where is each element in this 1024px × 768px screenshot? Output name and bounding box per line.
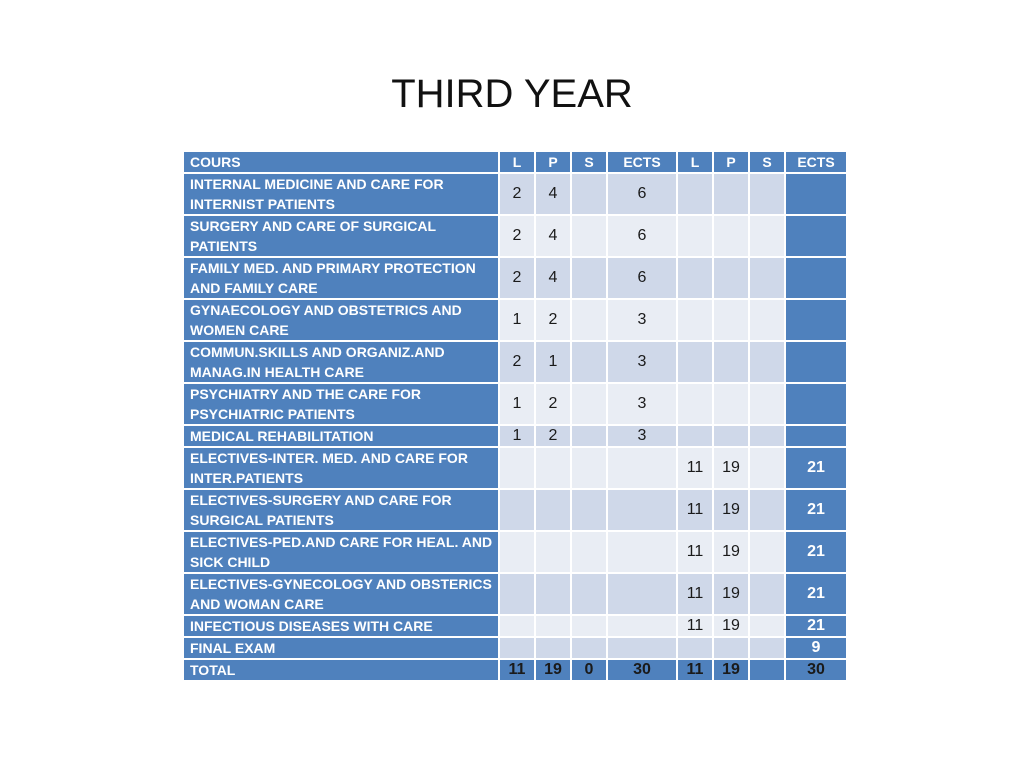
cell-s-2 <box>750 490 784 530</box>
cell-l-2 <box>678 216 712 256</box>
cell-s-2 <box>750 638 784 658</box>
cell-ects-2: 21 <box>786 616 846 636</box>
cell-ects: 6 <box>608 174 676 214</box>
cell-l-2: 11 <box>678 490 712 530</box>
cell-p-2: 19 <box>714 448 748 488</box>
cell-ects <box>608 448 676 488</box>
column-header-p-2: P <box>714 152 748 172</box>
cell-p <box>536 448 570 488</box>
cell-p <box>536 638 570 658</box>
course-name: FAMILY MED. AND PRIMARY PROTECTION AND FAMILY CARE <box>184 258 498 298</box>
cell-ects: 3 <box>608 426 676 446</box>
cell-l-2: 11 <box>678 574 712 614</box>
cell-l-2 <box>678 258 712 298</box>
total-label: TOTAL <box>184 660 498 680</box>
total-s: 0 <box>572 660 606 680</box>
table-row <box>184 490 846 530</box>
cell-l: 1 <box>500 300 534 340</box>
cell-p-2 <box>714 216 748 256</box>
total-s-2 <box>750 660 784 680</box>
cell-p <box>536 574 570 614</box>
cell-s-2 <box>750 300 784 340</box>
cell-ects: 3 <box>608 300 676 340</box>
cell-p: 2 <box>536 426 570 446</box>
course-name: GYNAECOLOGY AND OBSTETRICS AND WOMEN CARE <box>184 300 498 340</box>
cell-p-2 <box>714 258 748 298</box>
cell-s <box>572 574 606 614</box>
course-name: SURGERY AND CARE OF SURGICAL PATIENTS <box>184 216 498 256</box>
cell-s-2 <box>750 532 784 572</box>
cell-ects <box>608 532 676 572</box>
cell-ects-2 <box>786 384 846 424</box>
cell-s-2 <box>750 448 784 488</box>
table-row <box>184 616 846 636</box>
course-name: INTERNAL MEDICINE AND CARE FOR INTERNIST PATIENTS <box>184 174 498 214</box>
cell-s <box>572 342 606 382</box>
cell-ects-2 <box>786 426 846 446</box>
cell-s <box>572 448 606 488</box>
course-name: ELECTIVES-INTER. MED. AND CARE FOR INTER.PATIENTS <box>184 448 498 488</box>
course-name: MEDICAL REHABILITATION <box>184 426 498 446</box>
cell-s <box>572 490 606 530</box>
cell-p: 4 <box>536 258 570 298</box>
cell-s-2 <box>750 258 784 298</box>
column-header-l-2: L <box>678 152 712 172</box>
cell-l-2: 11 <box>678 616 712 636</box>
table-row <box>184 342 846 382</box>
cell-l-2: 11 <box>678 532 712 572</box>
cell-ects-2 <box>786 300 846 340</box>
cell-s <box>572 174 606 214</box>
cell-l <box>500 490 534 530</box>
total-p-2: 19 <box>714 660 748 680</box>
cell-s-2 <box>750 342 784 382</box>
column-header-p: P <box>536 152 570 172</box>
cell-l: 2 <box>500 342 534 382</box>
cell-p: 1 <box>536 342 570 382</box>
cell-s <box>572 300 606 340</box>
table-row <box>184 638 846 658</box>
course-name: ELECTIVES-SURGERY AND CARE FOR SURGICAL PATIENTS <box>184 490 498 530</box>
cell-s <box>572 638 606 658</box>
cell-p-2 <box>714 426 748 446</box>
total-row <box>184 660 846 680</box>
cell-l: 1 <box>500 426 534 446</box>
course-name: COMMUN.SKILLS AND ORGANIZ.AND MANAG.IN HEALTH CARE <box>184 342 498 382</box>
cell-s <box>572 426 606 446</box>
cell-ects-2 <box>786 342 846 382</box>
cell-l-2 <box>678 342 712 382</box>
total-p: 19 <box>536 660 570 680</box>
cell-s-2 <box>750 426 784 446</box>
cell-l-2 <box>678 300 712 340</box>
cell-p: 4 <box>536 216 570 256</box>
table-row <box>184 258 846 298</box>
cell-p-2 <box>714 342 748 382</box>
cell-s <box>572 532 606 572</box>
total-ects-2: 30 <box>786 660 846 680</box>
table-row <box>184 174 846 214</box>
column-header-ects-2: ECTS <box>786 152 846 172</box>
cell-ects-2: 21 <box>786 574 846 614</box>
cell-l <box>500 532 534 572</box>
cell-ects-2 <box>786 216 846 256</box>
cell-l: 2 <box>500 258 534 298</box>
cell-p-2: 19 <box>714 574 748 614</box>
course-name: FINAL EXAM <box>184 638 498 658</box>
cell-l: 1 <box>500 384 534 424</box>
course-name: INFECTIOUS DISEASES WITH CARE <box>184 616 498 636</box>
cell-p-2 <box>714 638 748 658</box>
cell-s <box>572 384 606 424</box>
cell-p-2: 19 <box>714 532 748 572</box>
column-header-s: S <box>572 152 606 172</box>
cell-ects: 3 <box>608 384 676 424</box>
cell-p <box>536 616 570 636</box>
cell-ects <box>608 638 676 658</box>
curriculum-table <box>182 150 848 682</box>
cell-s-2 <box>750 574 784 614</box>
cell-p-2 <box>714 174 748 214</box>
cell-ects: 6 <box>608 216 676 256</box>
cell-l: 2 <box>500 174 534 214</box>
course-name: PSYCHIATRY AND THE CARE FOR PSYCHIATRIC PATIENTS <box>184 384 498 424</box>
cell-ects-2 <box>786 258 846 298</box>
cell-ects <box>608 490 676 530</box>
cell-ects: 3 <box>608 342 676 382</box>
table-row <box>184 574 846 614</box>
table-row <box>184 216 846 256</box>
page-title: THIRD YEAR <box>391 72 633 116</box>
cell-l-2 <box>678 638 712 658</box>
course-name: ELECTIVES-GYNECOLOGY AND OBSTERICS AND WOMAN CARE <box>184 574 498 614</box>
cell-s-2 <box>750 216 784 256</box>
cell-l-2 <box>678 426 712 446</box>
column-header-ects: ECTS <box>608 152 676 172</box>
cell-ects-2 <box>786 174 846 214</box>
cell-ects-2: 21 <box>786 532 846 572</box>
table-row <box>184 300 846 340</box>
cell-p: 2 <box>536 300 570 340</box>
cell-ects <box>608 574 676 614</box>
cell-ects <box>608 616 676 636</box>
cell-p-2: 19 <box>714 616 748 636</box>
cell-ects-2: 9 <box>786 638 846 658</box>
table-row <box>184 384 846 424</box>
table-row <box>184 426 846 446</box>
column-header-cours: COURS <box>184 152 498 172</box>
cell-ects: 6 <box>608 258 676 298</box>
course-name: ELECTIVES-PED.AND CARE FOR HEAL. AND SICK CHILD <box>184 532 498 572</box>
table-row <box>184 532 846 572</box>
cell-ects-2: 21 <box>786 490 846 530</box>
table-row <box>184 448 846 488</box>
cell-l-2 <box>678 174 712 214</box>
cell-p-2 <box>714 384 748 424</box>
cell-p <box>536 490 570 530</box>
cell-p-2: 19 <box>714 490 748 530</box>
header-row <box>184 152 846 172</box>
cell-s-2 <box>750 384 784 424</box>
cell-s <box>572 616 606 636</box>
cell-s <box>572 216 606 256</box>
total-l-2: 11 <box>678 660 712 680</box>
cell-s <box>572 258 606 298</box>
cell-s-2 <box>750 616 784 636</box>
cell-p-2 <box>714 300 748 340</box>
total-l: 11 <box>500 660 534 680</box>
column-header-l: L <box>500 152 534 172</box>
cell-p: 4 <box>536 174 570 214</box>
cell-ects-2: 21 <box>786 448 846 488</box>
column-header-s-2: S <box>750 152 784 172</box>
cell-l: 2 <box>500 216 534 256</box>
cell-l <box>500 574 534 614</box>
cell-l-2: 11 <box>678 448 712 488</box>
cell-s-2 <box>750 174 784 214</box>
total-ects: 30 <box>608 660 676 680</box>
cell-p <box>536 532 570 572</box>
cell-l <box>500 638 534 658</box>
cell-p: 2 <box>536 384 570 424</box>
cell-l <box>500 616 534 636</box>
cell-l <box>500 448 534 488</box>
cell-l-2 <box>678 384 712 424</box>
